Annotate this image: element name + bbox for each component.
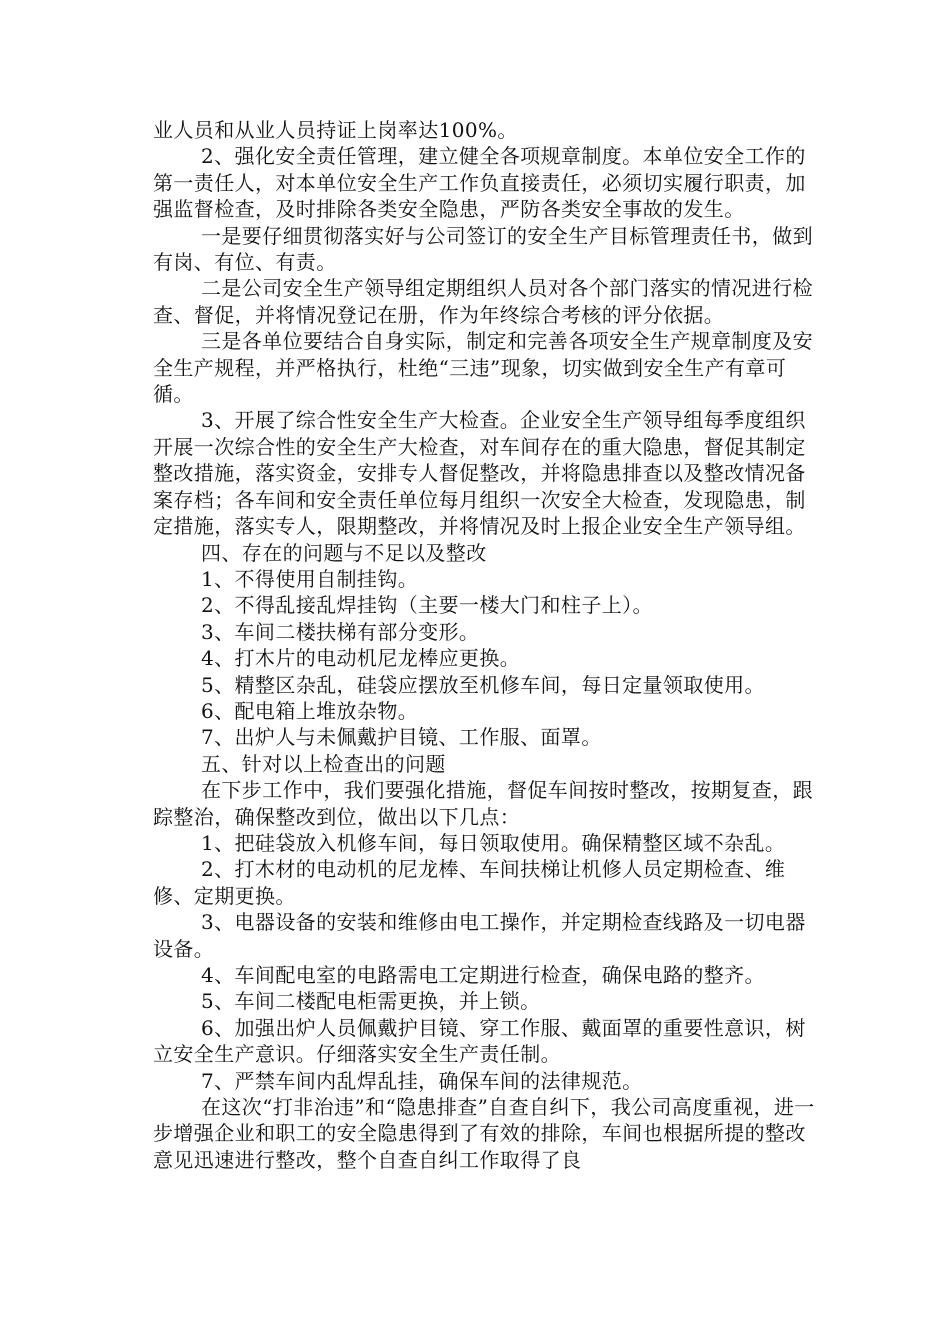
list-item: 4、车间配电室的电路需电工定期进行检查，确保电路的整齐。 bbox=[201, 963, 765, 987]
section-heading: 四、存在的问题与不足以及整改 bbox=[201, 540, 487, 565]
list-item: 6、配电箱上堆放杂物。 bbox=[201, 698, 419, 723]
paragraph: 一是要仔细贯彻落实好与公司签订的安全生产目标管理责任书，做到有岗、有位、有责。 bbox=[153, 223, 813, 275]
list-item: 7、严禁车间内乱焊乱挂，确保车间的法律规范。 bbox=[201, 1068, 643, 1093]
list-item: 4、打木片的电动机尼龙棒应更换。 bbox=[201, 646, 521, 671]
list-item: 5、车间二楼配电柜需更换，并上锁。 bbox=[201, 989, 541, 1014]
paragraph: 在下步工作中，我们要强化措施，督促车间按时整改，按期复查，跟踪整治，确保整改到位，做出以下几点： bbox=[153, 778, 813, 829]
paragraph: 三是各单位要结合自身实际，制定和完善各项安全生产规章制度及安全生产规程，并严格执行，杜绝“三违”现象，切实做到安全生产有章可循。 bbox=[153, 329, 813, 407]
paragraph: 在这次“打非治违”和“隐患排查”自查自纠下，我公司高度重视，进一步增强企业和职工的安全隐患得到了有效的排除，车间也根据所提的整改意见迅速进行整改，整个自查自纠工作取得了良 bbox=[153, 1095, 815, 1172]
list-item: 1、把硅袋放入机修车间，每日领取使用。确保精整区域不杂乱。 bbox=[201, 830, 786, 855]
paragraph: 业人员和从业人员持证上岗率达100%。 bbox=[153, 118, 518, 142]
list-item: 2、打木材的电动机的尼龙棒、车间扶梯让机修人员定期检查、维修、定期更换。 bbox=[153, 857, 786, 908]
list-item: 5、精整区杂乱，硅袋应摆放至机修车间，每日定量领取使用。 bbox=[201, 672, 765, 697]
paragraph: 二是公司安全生产领导组定期组织人员对各个部门落实的情况进行检查、督促，并将情况登记在册，作为年终综合考核的评分依据。 bbox=[153, 276, 813, 327]
paragraph: 2、强化安全责任管理，建立健全各项规章制度。本单位安全工作的第一责任人，对本单位安全生产工作负直接责任，必须切实履行职责，加强监督检查，及时排除各类安全隐患，严防各类安全事故的发生。 bbox=[153, 144, 806, 222]
document-body bbox=[153, 117, 825, 1173]
list-item: 7、出炉人与未佩戴护目镜、工作服、面罩。 bbox=[201, 725, 602, 750]
paragraph: 3、开展了综合性安全生产大检查。企业安全生产领导组每季度组织开展一次综合性的安全生产大检查，对车间存在的重大隐患，督促其制定整改措施，落实资金，安排专人督促整改，并将隐患排查以及整改情况备案存档；各车间和安全责任单位每月组织一次安全大检查，发现隐患，制定措施，落实专人，限期整改，并将情况及时上报企业安全生产领导组。 bbox=[153, 408, 806, 539]
section-heading: 五、针对以上检查出的问题 bbox=[201, 751, 446, 776]
list-item: 3、电器设备的安装和维修由电工操作，并定期检查线路及一切电器设备。 bbox=[153, 910, 806, 961]
list-item: 6、加强出炉人员佩戴护目镜、穿工作服、戴面罩的重要性意识，树立安全生产意识。仔细落实安全生产责任制。 bbox=[153, 1015, 806, 1067]
list-item: 2、不得乱接乱焊挂钩（主要一楼大门和柱子上）。 bbox=[201, 593, 653, 618]
list-item: 3、车间二楼扶梯有部分变形。 bbox=[201, 619, 480, 644]
list-item: 1、不得使用自制挂钩。 bbox=[201, 566, 419, 591]
